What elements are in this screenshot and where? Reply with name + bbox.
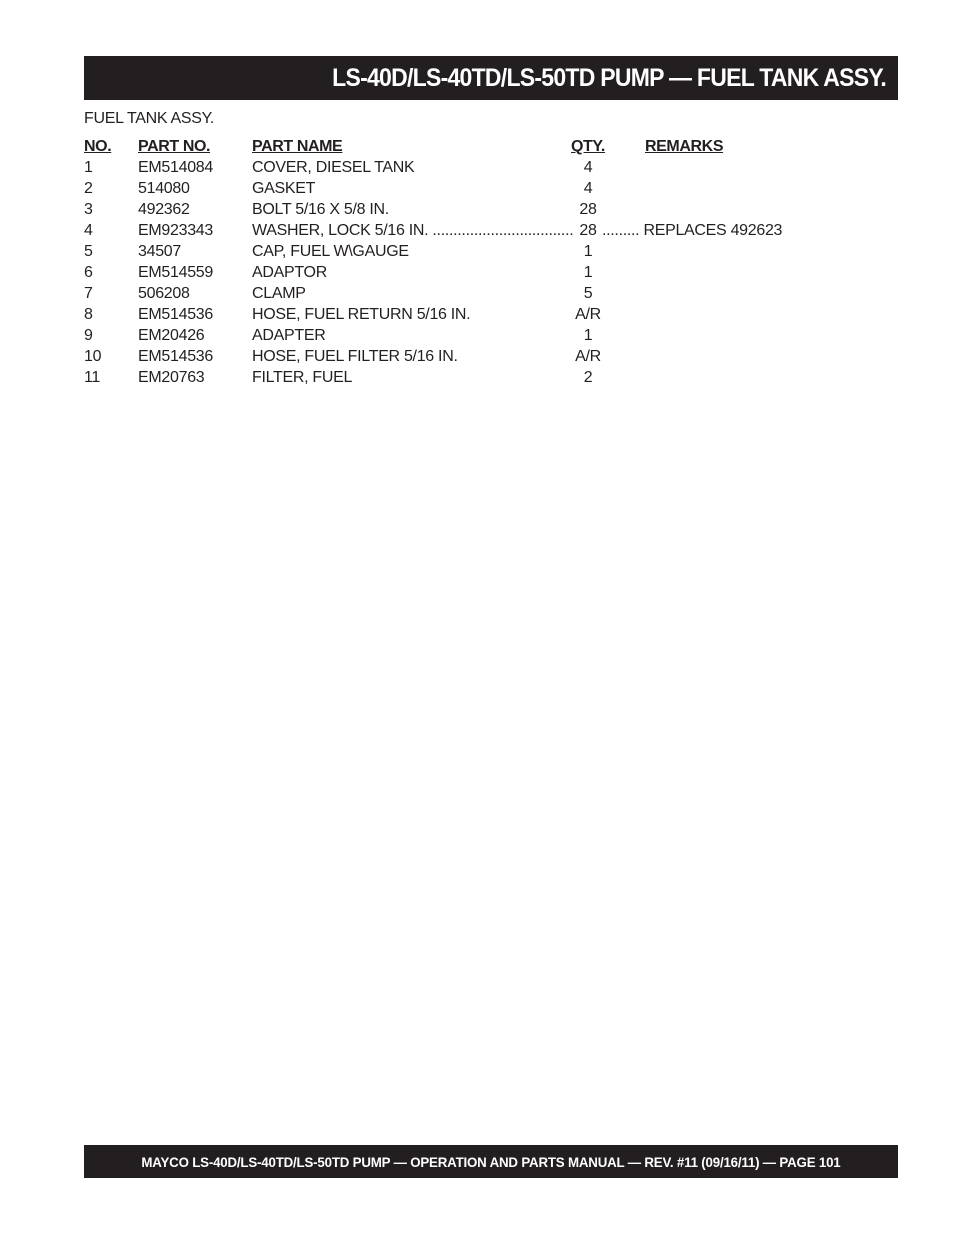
page-footer-bar (84, 1145, 898, 1178)
row-qty: 1 (583, 264, 593, 281)
table-row (0, 201, 954, 222)
row-part-name: COVER, DIESEL TANK (252, 159, 415, 176)
page-title-bar (84, 56, 898, 100)
page-footer: MAYCO LS-40D/LS-40TD/LS-50TD PUMP — OPERATION AND PARTS MANUAL — REV. #11 (09/16/11) — PAGE 101 (141, 1153, 841, 1170)
row-part-no: EM514536 (138, 306, 213, 323)
row-qty: 1 (583, 243, 593, 260)
row-qty: 28 (579, 201, 597, 218)
row-remarks: ......... REPLACES 492623 (602, 222, 783, 239)
row-part-no: EM514536 (138, 348, 213, 365)
row-no: 3 (84, 201, 93, 218)
table-row (0, 222, 954, 243)
row-no: 7 (84, 285, 93, 302)
row-part-name: WASHER, LOCK 5/16 IN. .................................. (252, 222, 574, 239)
header-no: NO. (84, 138, 112, 155)
row-no: 9 (84, 327, 93, 344)
row-no: 4 (84, 222, 93, 239)
page-title: LS-40D/LS-40TD/LS-50TD PUMP — FUEL TANK ASSY. (332, 63, 886, 92)
header-remarks: REMARKS (645, 138, 724, 155)
row-part-name: CLAMP (252, 285, 306, 302)
header-qty: QTY. (571, 138, 605, 155)
row-part-name: BOLT 5/16 X 5/8 IN. (252, 201, 389, 218)
row-no: 8 (84, 306, 93, 323)
row-part-name: HOSE, FUEL FILTER 5/16 IN. (252, 348, 458, 365)
row-qty: 4 (583, 180, 593, 197)
table-row (0, 285, 954, 306)
row-no: 11 (84, 369, 101, 386)
row-part-no: EM514559 (138, 264, 213, 281)
row-part-no: 492362 (138, 201, 190, 218)
row-qty: 4 (583, 159, 593, 176)
row-part-name: FILTER, FUEL (252, 369, 353, 386)
row-no: 2 (84, 180, 93, 197)
row-qty: A/R (575, 306, 601, 323)
row-qty: 28 (579, 222, 597, 239)
row-part-no: EM514084 (138, 159, 213, 176)
row-part-no: 514080 (138, 180, 190, 197)
section-label: FUEL TANK ASSY. (84, 110, 215, 127)
row-part-name: CAP, FUEL W\GAUGE (252, 243, 409, 260)
row-qty: 1 (583, 327, 593, 344)
row-qty: A/R (575, 348, 601, 365)
row-part-no: EM20426 (138, 327, 205, 344)
row-part-name: ADAPTER (252, 327, 326, 344)
row-no: 10 (84, 348, 102, 365)
row-qty: 5 (583, 285, 593, 302)
row-no: 1 (84, 159, 93, 176)
row-no: 5 (84, 243, 93, 260)
table-row (0, 159, 954, 180)
table-row (0, 243, 954, 264)
row-part-name: ADAPTOR (252, 264, 327, 281)
row-part-name: GASKET (252, 180, 316, 197)
table-row (0, 327, 954, 348)
row-part-no: EM20763 (138, 369, 205, 386)
header-part-name: PART NAME (252, 138, 343, 155)
table-row (0, 264, 954, 285)
row-part-name: HOSE, FUEL RETURN 5/16 IN. (252, 306, 471, 323)
row-part-no: 506208 (138, 285, 190, 302)
row-part-no: EM923343 (138, 222, 213, 239)
row-qty: 2 (583, 369, 593, 386)
table-row (0, 348, 954, 369)
table-row (0, 180, 954, 201)
row-part-no: 34507 (138, 243, 181, 260)
row-no: 6 (84, 264, 93, 281)
table-row (0, 369, 954, 390)
table-row (0, 306, 954, 327)
header-part-no: PART NO. (138, 138, 211, 155)
